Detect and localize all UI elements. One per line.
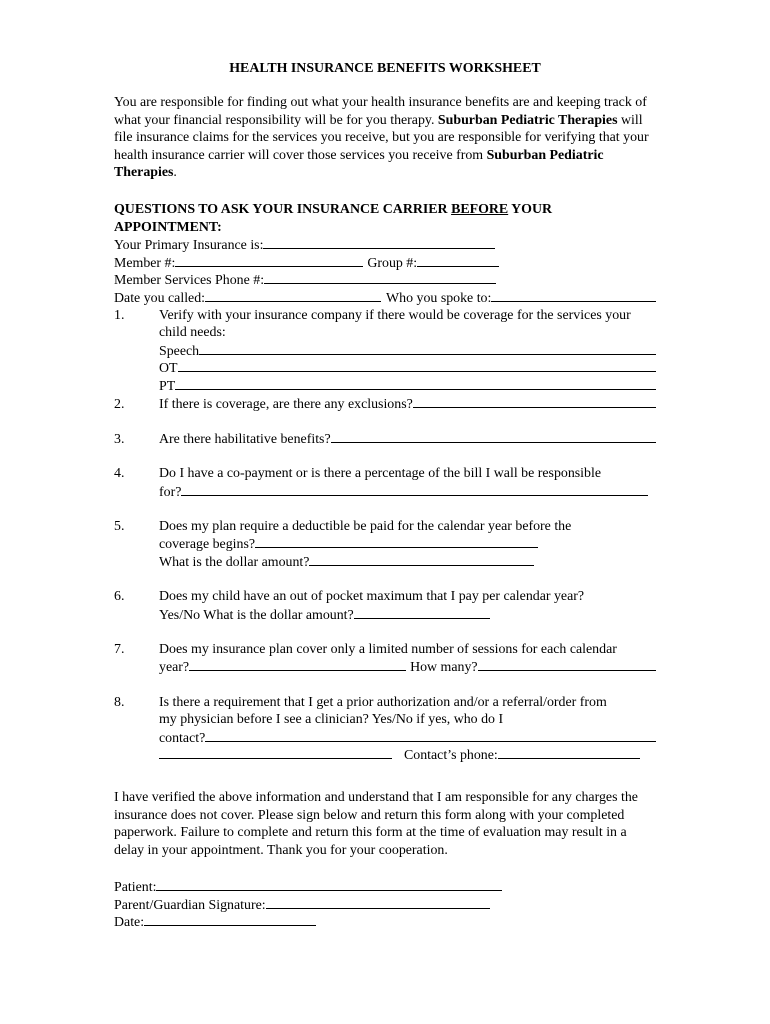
question-text: Do I have a co-payment or is there a percentage of the bill I wall be responsible — [159, 465, 602, 481]
how-many-field[interactable] — [478, 658, 656, 671]
question-number: 2. — [114, 396, 125, 412]
question-8 — [114, 694, 656, 712]
date-called-field[interactable] — [205, 289, 381, 302]
heading-text: QUESTIONS TO ASK YOUR INSURANCE CARRIER — [114, 202, 452, 217]
date-label: Date: — [114, 915, 145, 931]
question-number: 1. — [114, 307, 125, 323]
intro-text-3: . — [173, 165, 177, 181]
question-number: 3. — [114, 431, 125, 447]
pt-label: PT — [159, 378, 176, 394]
guardian-row — [114, 896, 656, 914]
primary-insurance-row — [114, 236, 656, 254]
question-2 — [114, 395, 656, 413]
pt-field[interactable] — [175, 377, 656, 390]
question-number: 6. — [114, 589, 125, 605]
primary-insurance-label: Your Primary Insurance is: — [114, 238, 264, 254]
question-text: Does my child have an out of pocket maximum that I pay per calendar year? — [159, 589, 585, 605]
question-text-cont: coverage begins? — [159, 537, 256, 553]
member-field[interactable] — [175, 254, 363, 267]
question-text: Verify with your insurance company if there would be coverage for the services your child needs: — [159, 307, 631, 341]
exclusions-field[interactable] — [413, 395, 656, 408]
who-spoke-field[interactable] — [491, 289, 656, 302]
question-text-cont: my physician before I see a clinician? Yes/No if yes, who do I — [159, 712, 504, 728]
patient-row — [114, 878, 656, 896]
question-3 — [114, 430, 656, 448]
question-4 — [114, 465, 656, 483]
question-8-phone — [114, 746, 656, 764]
patient-label: Patient: — [114, 880, 157, 895]
contact-phone-label: Contact’s phone: — [404, 748, 498, 764]
question-text: Are there habilitative benefits? — [159, 431, 331, 447]
company-name: Suburban Pediatric Therapies — [437, 112, 618, 128]
date-field[interactable] — [144, 913, 316, 926]
deductible-amount-field[interactable] — [309, 553, 534, 566]
questions-section — [114, 201, 656, 764]
question-5-cont — [114, 535, 656, 553]
question-text-cont: for? — [159, 484, 182, 500]
question-text: Does my insurance plan cover only a limited number of sessions for each calendar — [159, 641, 617, 657]
copayment-field[interactable] — [181, 483, 648, 496]
ot-row — [114, 359, 656, 377]
signature-section — [114, 878, 656, 931]
ot-field[interactable] — [178, 359, 656, 372]
question-text: Is there a requirement that I get a prior authorization and/or a referral/order from — [159, 694, 607, 710]
company-name-2: Suburban Pediatric Therapies — [114, 147, 604, 181]
pt-row — [114, 377, 656, 395]
group-field[interactable] — [417, 254, 499, 267]
question-text: If there is coverage, are there any exclusions? — [159, 396, 413, 412]
intro-text-1: You are responsible for finding out what your health insurance benefits are and keeping track of what your financial responsibility will be for you therapy. — [114, 95, 647, 128]
question-number: 7. — [114, 641, 125, 657]
ot-label: OT — [159, 361, 178, 377]
sessions-field[interactable] — [189, 658, 406, 671]
question-8-cont — [114, 711, 656, 729]
group-label: Group #: — [367, 255, 418, 271]
question-1 — [114, 307, 656, 342]
question-number: 5. — [114, 518, 125, 534]
member-services-label: Member Services Phone #: — [114, 273, 265, 289]
question-number: 8. — [114, 694, 125, 710]
patient-field[interactable] — [156, 878, 502, 891]
date-row — [114, 913, 656, 931]
question-5 — [114, 518, 656, 536]
habilitative-field[interactable] — [331, 430, 656, 443]
question-6 — [114, 588, 656, 606]
who-spoke-label: Who you spoke to: — [386, 290, 492, 306]
question-text: Does my plan require a deductible be paid for the calendar year before the — [159, 518, 572, 534]
contact-field[interactable] — [205, 729, 656, 742]
member-label: Member #: — [114, 255, 176, 271]
intro-text-2: will file insurance claims for the services you receive, but you are responsible for verifying that your health insurance carrier will cover those services you receive from — [114, 112, 649, 163]
question-7 — [114, 641, 656, 659]
speech-label: Speech — [159, 343, 200, 359]
page-title: HEALTH INSURANCE BENEFITS WORKSHEET — [229, 61, 541, 76]
date-called-label: Date you called: — [114, 290, 206, 306]
member-group-row — [114, 254, 656, 272]
question-5-amount — [114, 553, 656, 571]
contact-name-field[interactable] — [159, 746, 392, 759]
before-emphasis: BEFORE — [451, 202, 509, 217]
questions-heading — [114, 201, 656, 236]
question-7-cont — [114, 658, 656, 676]
member-services-field[interactable] — [264, 271, 496, 284]
oop-max-field[interactable] — [354, 606, 490, 619]
deductible-field[interactable] — [255, 535, 538, 548]
guardian-signature-field[interactable] — [266, 896, 490, 909]
member-services-row — [114, 271, 656, 289]
question-text-cont: Yes/No What is the dollar amount? — [159, 607, 354, 623]
speech-row — [114, 342, 656, 360]
question-6-cont — [114, 606, 656, 624]
heading-text-end: YOUR APPOINTMENT: — [114, 202, 553, 235]
question-number: 4. — [114, 465, 125, 481]
question-4-cont — [114, 483, 656, 501]
verification-paragraph: I have verified the above information and understand that I am responsible for any charges the insurance does not cover. Please sign below and return this form along with your completed paperwork. Failure to complete and return this form at the time of evaluation may result in a delay in your appointment. Thank you for your cooperation. — [114, 790, 638, 858]
question-8-contact — [114, 729, 656, 747]
question-text-cont: year? — [159, 660, 190, 676]
intro-paragraph — [114, 94, 656, 182]
speech-field[interactable] — [199, 342, 656, 355]
guardian-label: Parent/Guardian Signature: — [114, 897, 266, 913]
date-called-row — [114, 289, 656, 307]
primary-insurance-field[interactable] — [263, 236, 495, 249]
question-text-amount: What is the dollar amount? — [159, 554, 310, 570]
contact-label: contact? — [159, 730, 206, 746]
how-many-label: How many? — [410, 660, 478, 676]
contact-phone-field[interactable] — [498, 746, 640, 759]
